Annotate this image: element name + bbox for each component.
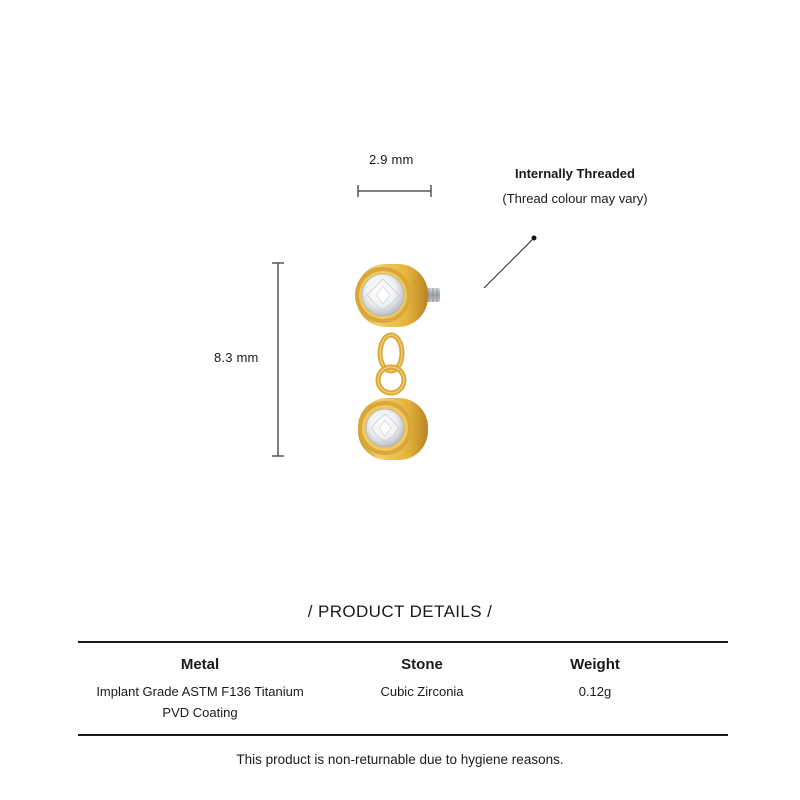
weight-label: Weight: [570, 656, 620, 673]
weight-column: [525, 656, 665, 702]
height-dimension-line: [270, 260, 286, 460]
stone-label: Stone: [401, 656, 443, 673]
height-dimension-label: 8.3 mm: [214, 350, 259, 365]
metal-column: [80, 656, 320, 723]
stone-column: [342, 656, 502, 702]
top-divider: [78, 641, 728, 643]
weight-value: 0.12g: [578, 684, 612, 699]
stone-value: Cubic Zirconia: [380, 684, 464, 699]
width-dimension-label: 2.9 mm: [369, 152, 414, 167]
metal-value-line-2: PVD Coating: [162, 705, 238, 720]
thread-note-subtitle: (Thread colour may vary): [502, 191, 648, 206]
thread-note-title: Internally Threaded: [515, 166, 635, 181]
earring-illustration: [340, 255, 470, 470]
returns-note: This product is non-returnable due to hygiene reasons.: [236, 752, 564, 767]
product-details-heading: / PRODUCT DETAILS /: [307, 602, 493, 621]
bottom-divider: [78, 734, 728, 736]
width-dimension-line: [355, 182, 435, 198]
metal-label: Metal: [180, 656, 220, 673]
metal-value-line-1: Implant Grade ASTM F136 Titanium: [96, 684, 304, 699]
thread-pointer-line: [480, 230, 540, 292]
